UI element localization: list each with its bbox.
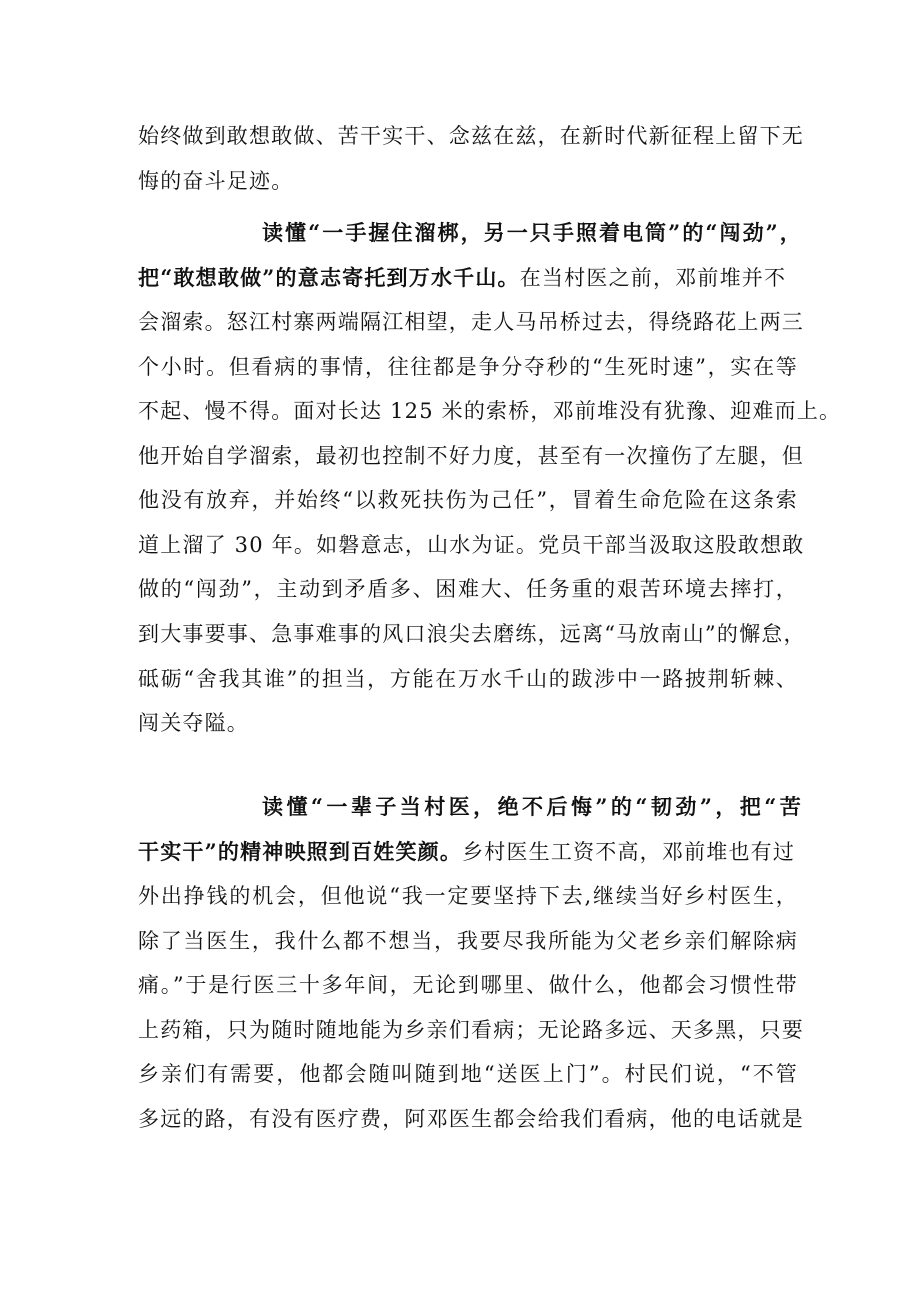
paragraph-2-line-2 [138, 263, 798, 293]
paragraph-2-line-7: 他没有放弃，并始终“以救死扶伤为己任”，冒着生命危险在这条索 [138, 488, 798, 512]
paragraph-3-line-3: 外出挣钱的机会，但他说“我一定要坚持下去,继续当好乡村医生， [138, 884, 798, 908]
paragraph-2-line-3: 会溜索。怒江村寨两端隔江相望，走人马吊桥过去，得绕路花上两三 [138, 310, 804, 334]
paragraph-3-heading-bold: 干实干”的精神映照到百姓笑颜。 [138, 839, 463, 864]
paragraph-2-line-8: 道上溜了 30 年。如磐意志，山水为证。党员干部当汲取这股敢想敢 [138, 533, 805, 557]
paragraph-3-line-5: 痛。”于是行医三十多年间，无论到哪里、做什么，他都会习惯性带 [138, 973, 798, 997]
paragraph-2-line-12: 闯关夺隘。 [138, 711, 249, 735]
paragraph-3-line-6: 上药箱，只为随时随地能为乡亲们看病；无论路多远、天多黑，只要 [138, 1018, 804, 1042]
paragraph-2-line-5: 不起、慢不得。面对长达 125 米的索桥，邓前堆没有犹豫、迎难而上。 [138, 399, 842, 423]
paragraph-3-heading-rest: 乡村医生工资不高，邓前堆也有过 [462, 840, 796, 864]
paragraph-2-line-4: 个小时。但看病的事情，往往都是争分夺秒的“生死时速”，实在等 [138, 355, 798, 379]
paragraph-2-heading-line-1: 读懂“一手握住溜梆，另一只手照着电筒”的“闯劲”， [262, 220, 802, 245]
paragraph-3-line-4: 除了当医生，我什么都不想当，我要尽我所能为父老乡亲们解除病 [138, 929, 798, 953]
paragraph-2-line-6: 他开始自学溜索，最初也控制不好力度，甚至有一次撞伤了左腿，但 [138, 444, 804, 468]
paragraph-2-line-11: 砥砺“舍我其谁”的担当，方能在万水千山的跋涉中一路披荆斩棘、 [138, 667, 798, 691]
paragraph-1-line-2: 悔的奋斗足迹。 [138, 169, 294, 193]
paragraph-3-line-7: 乡亲们有需要，他都会随叫随到地“送医上门”。村民们说，“不管 [138, 1062, 798, 1086]
paragraph-2-line-10: 到大事要事、急事难事的风口浪尖去磨练，远离“马放南山”的懈怠， [138, 622, 806, 646]
paragraph-2-line-9: 做的“闯劲”，主动到矛盾多、困难大、任务重的艰苦环境去摔打， [138, 577, 798, 601]
paragraph-3-line-8: 多远的路，有没有医疗费，阿邓医生都会给我们看病，他的电话就是 [138, 1107, 804, 1131]
paragraph-3-heading-line-1: 读懂“一辈子当村医，绝不后悔”的“韧劲”，把“苦 [262, 794, 802, 819]
paragraph-3-line-2 [138, 837, 798, 867]
paragraph-1-line-1: 始终做到敢想敢做、苦干实干、念兹在兹，在新时代新征程上留下无 [138, 124, 804, 148]
paragraph-2-heading-rest: 在当村医之前，邓前堆并不 [519, 266, 787, 290]
paragraph-2-heading-bold: 把“敢想敢做”的意志寄托到万水千山。 [138, 265, 520, 290]
